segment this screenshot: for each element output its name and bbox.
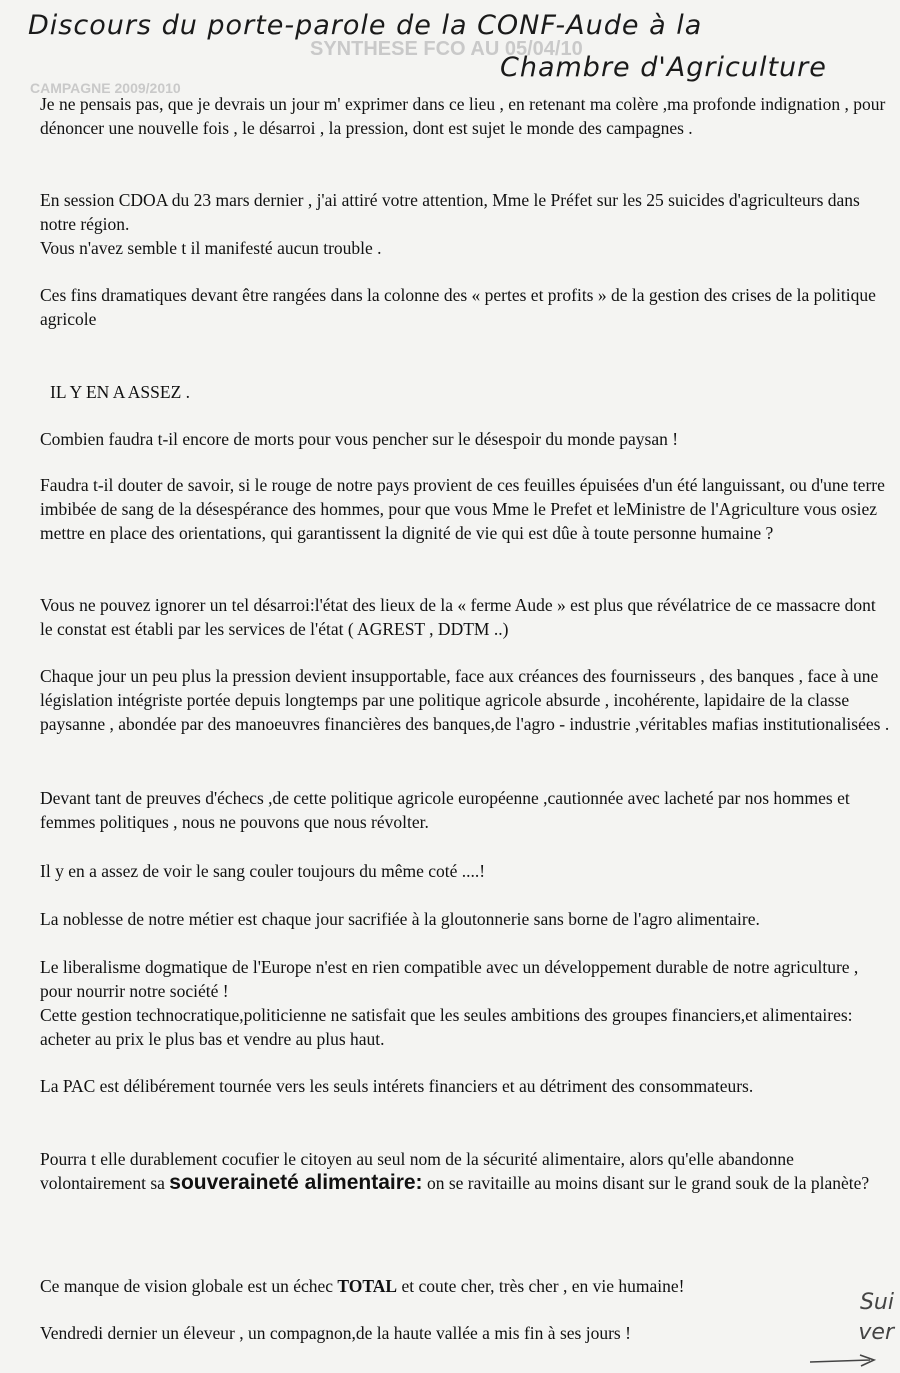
margin-note-line1: Sui (859, 1290, 894, 1315)
margin-note-line2: ver (858, 1320, 894, 1345)
paragraph-4: IL Y EN A ASSEZ . (50, 382, 191, 402)
paragraph-5: Combien faudra t-il encore de morts pour vous pencher sur le désespoir du monde paysan ! (40, 429, 679, 449)
paragraph-14 (40, 1274, 890, 1298)
show-through-heading: SYNTHESE FCO AU 05/04/10 (310, 38, 583, 60)
paragraph-2: En session CDOA du 23 mars dernier , j'ai attiré votre attention, Mme le Préfet sur les 25 suicides d'agriculteurs dans notre région. (40, 190, 860, 234)
handwritten-title-line2: Chambre d'Agriculture (500, 52, 827, 83)
paragraph-13-emphasis: souveraineté alimentaire: (169, 1171, 423, 1194)
paragraph-10: Il y en a assez de voir le sang couler toujours du même coté ....! (40, 861, 486, 881)
paragraph-14-emphasis: TOTAL (337, 1276, 398, 1296)
handwritten-title-line1: Discours du porte-parole de la CONF-Aude à la (28, 10, 703, 41)
paragraph-1: Je ne pensais pas, que je devrais un jour m' exprimer dans ce lieu , en retenant ma colère ,ma profonde indignation , pour dénoncer une nouvelle fois , le désarroi , la pression, dont est sujet le monde des campagnes . (40, 94, 886, 138)
paragraph-11: La noblesse de notre métier est chaque jour sacrifiée à la gloutonnerie sans borne de l'agro alimentaire. (40, 909, 760, 929)
paragraph-11b: Le liberalisme dogmatique de l'Europe n'est en rien compatible avec un développement durable de notre agriculture , pour nourrir notre société ! (40, 957, 859, 1001)
paragraph-9: Devant tant de preuves d'échecs ,de cette politique agricole européenne ,cautionnée avec lacheté par nos hommes et femmes politiques , nous ne pouvons que nous révolter. (40, 788, 850, 832)
paragraph-2b: Vous n'avez semble t il manifesté aucun trouble . (40, 238, 382, 258)
paragraph-12: La PAC est délibérement tournée vers les seuls intérets financiers et au détriment des consommateurs. (40, 1076, 754, 1096)
show-through-subheading: CAMPAGNE 2009/2010 (30, 80, 181, 96)
paragraph-6: Faudra t-il douter de savoir, si le rouge de notre pays provient de ces feuilles épuisées d'un été languissant, ou d'une terre imbibée de sang de la désespérance des hommes, pour que vous Mme le Prefet et leMinistre de l'Agriculture vous osiez mettre en place des orientations, qui garantissent la dignité de vie qui est dûe à toute personne humaine ? (40, 475, 885, 543)
paragraph-14-text-a: Ce manque de vision globale est un échec (40, 1276, 334, 1296)
paragraph-13-text-a: Pourra t elle durablement cocufier le citoyen au seul nom de la sécurité alimentaire, alors qu'elle abandonne volontairement sa (40, 1149, 794, 1193)
arrow-right-icon (808, 1354, 878, 1368)
paragraph-13 (40, 1147, 890, 1195)
paragraph-8: Chaque jour un peu plus la pression devient insupportable, face aux créances des fournisseurs , des banques , face à une législation intégriste portée depuis longtemps par une politique agricole absurde , incohérente, lapidaire de la classe paysanne , abondée par des manoeuvres financières des banques,de l'agro - industrie ,véritables mafias institutionalisées . (40, 666, 890, 734)
paragraph-13-text-b: on se ravitaille au moins disant sur le grand souk de la planète? (426, 1173, 870, 1193)
paragraph-11c: Cette gestion technocratique,politicienne ne satisfait que les seules ambitions des groupes financiers,et alimentaires: acheter au prix le plus bas et vendre au plus haut. (40, 1005, 853, 1049)
paragraph-15: Vendredi dernier un éleveur , un compagnon,de la haute vallée a mis fin à ses jours ! (40, 1323, 631, 1343)
paragraph-3: Ces fins dramatiques devant être rangées dans la colonne des « pertes et profits » de la gestion des crises de la politique agricole (40, 285, 876, 329)
paragraph-7: Vous ne pouvez ignorer un tel désarroi:l'état des lieux de la « ferme Aude » est plus que révélatrice de ce massacre dont le constat est établi par les services de l'état ( AGREST , DDTM ..) (40, 595, 876, 639)
paragraph-14-text-b: et coute cher, très cher , en vie humaine! (401, 1276, 685, 1296)
